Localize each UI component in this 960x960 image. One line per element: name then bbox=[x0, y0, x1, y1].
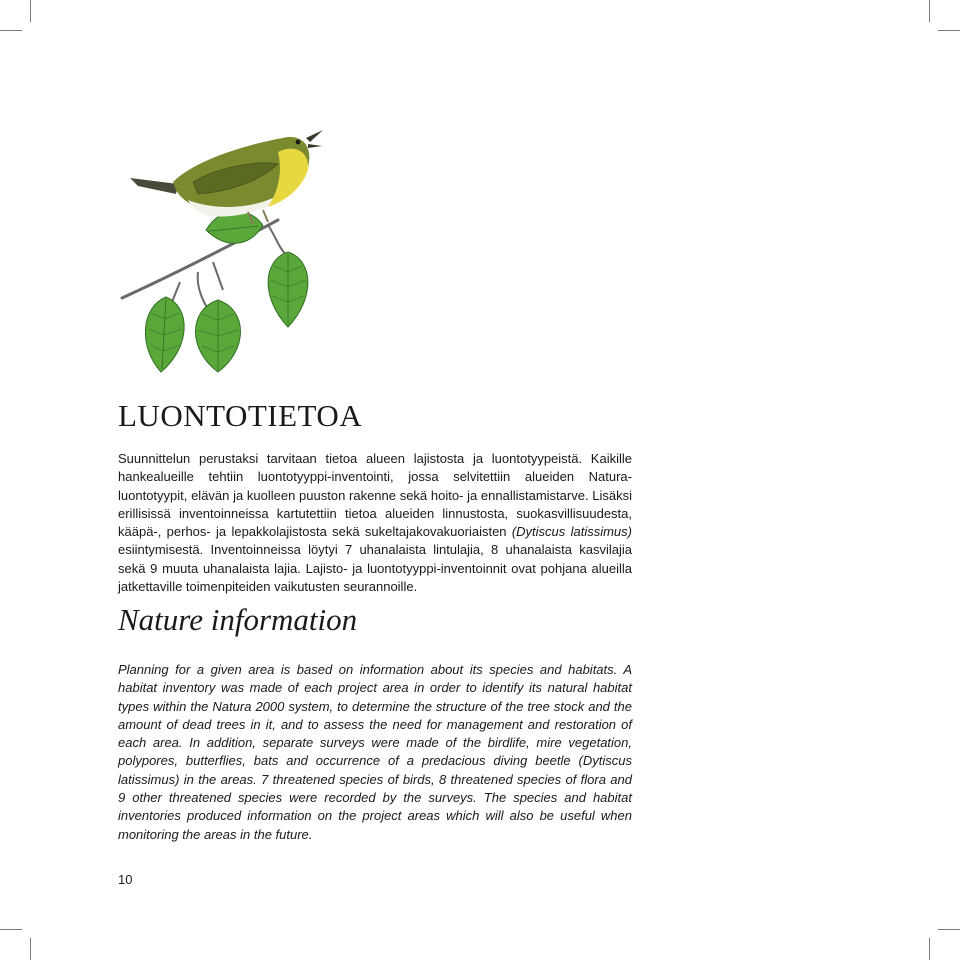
birch-leaf bbox=[145, 297, 184, 372]
bird bbox=[130, 130, 323, 224]
species-name-italic: (Dytiscus latissimus) bbox=[511, 524, 632, 540]
crop-mark-bottom-left-h bbox=[0, 929, 22, 930]
page-number: 10 bbox=[118, 872, 133, 887]
bird-beak-upper bbox=[306, 130, 323, 142]
crop-mark-top-right-h bbox=[938, 30, 960, 31]
body-text-finnish-part1: Suunnittelun perustaksi tarvitaan tietoa alueen lajistosta ja luontotyypeistä. Kaikille hankealueille tehtiin luontotyyppi-inventointi, jossa selvitettiin alueiden Natura-luontotyypit, elävän ja kuolleen puuston rakenne sekä hoito- ja ennallistamistarve. Lisäksi erillisissä inventoinneissa kartutettiin tietoa alueiden linnustosta, suokasvillisuudesta, kääpä-, perhos- ja lepakkolajistosta sekä sukeltajakovakuoriaisten bbox=[118, 451, 632, 540]
bird-tail bbox=[130, 178, 178, 194]
body-text-english: Planning for a given area is based on information about its species and habitats. A habitat inventory was made of each project area in order to identify its natural habitat types within the Natura 2000 system, to determine the structure of the tree stock and the amount of dead trees in it, and to assess the need for management and restoration of each area. In addition, separate surveys were made of the birdlife, mire vegetation, polypores, butterflies, bats and occurrence of a predacious diving beetle (Dytiscus latissimus) in the areas. 7 threatened species of birds, 8 threatened species of flora and 9 other threatened species were recorded by the surveys. The species and habitat inventories produced information on the project areas which will also be useful when monitoring the areas in the future. bbox=[118, 662, 632, 842]
crop-mark-bottom-right bbox=[929, 938, 930, 960]
bird-illustration bbox=[118, 112, 348, 377]
bird-eye bbox=[296, 140, 301, 145]
birch-leaf bbox=[268, 252, 308, 327]
crop-mark-top-right bbox=[929, 0, 930, 22]
crop-mark-top-left bbox=[30, 0, 31, 22]
birch-leaf bbox=[196, 300, 241, 372]
twig bbox=[213, 262, 223, 290]
body-text-finnish-part2: esiintymisestä. Inventoinneissa löytyi 7 uhanalaista lintulajia, 8 uhanalaista kasvilajia sekä 9 muuta uhanalaista lajia. Lajisto- ja luontotyyppi-inventoinnit ovat pohjana alueilla jatkettaville toimenpiteiden vaikutusten seurannoille. bbox=[118, 542, 632, 595]
page-title-english: Nature information bbox=[118, 602, 358, 637]
twig bbox=[268, 225, 288, 257]
crop-mark-bottom-right-h bbox=[938, 929, 960, 930]
bird-beak-lower bbox=[308, 144, 322, 148]
body-text-finnish bbox=[118, 450, 632, 596]
crop-mark-bottom-left bbox=[30, 938, 31, 960]
page-title-finnish: LUONTOTIETOA bbox=[118, 398, 363, 433]
crop-mark-top-left-h bbox=[0, 30, 22, 31]
